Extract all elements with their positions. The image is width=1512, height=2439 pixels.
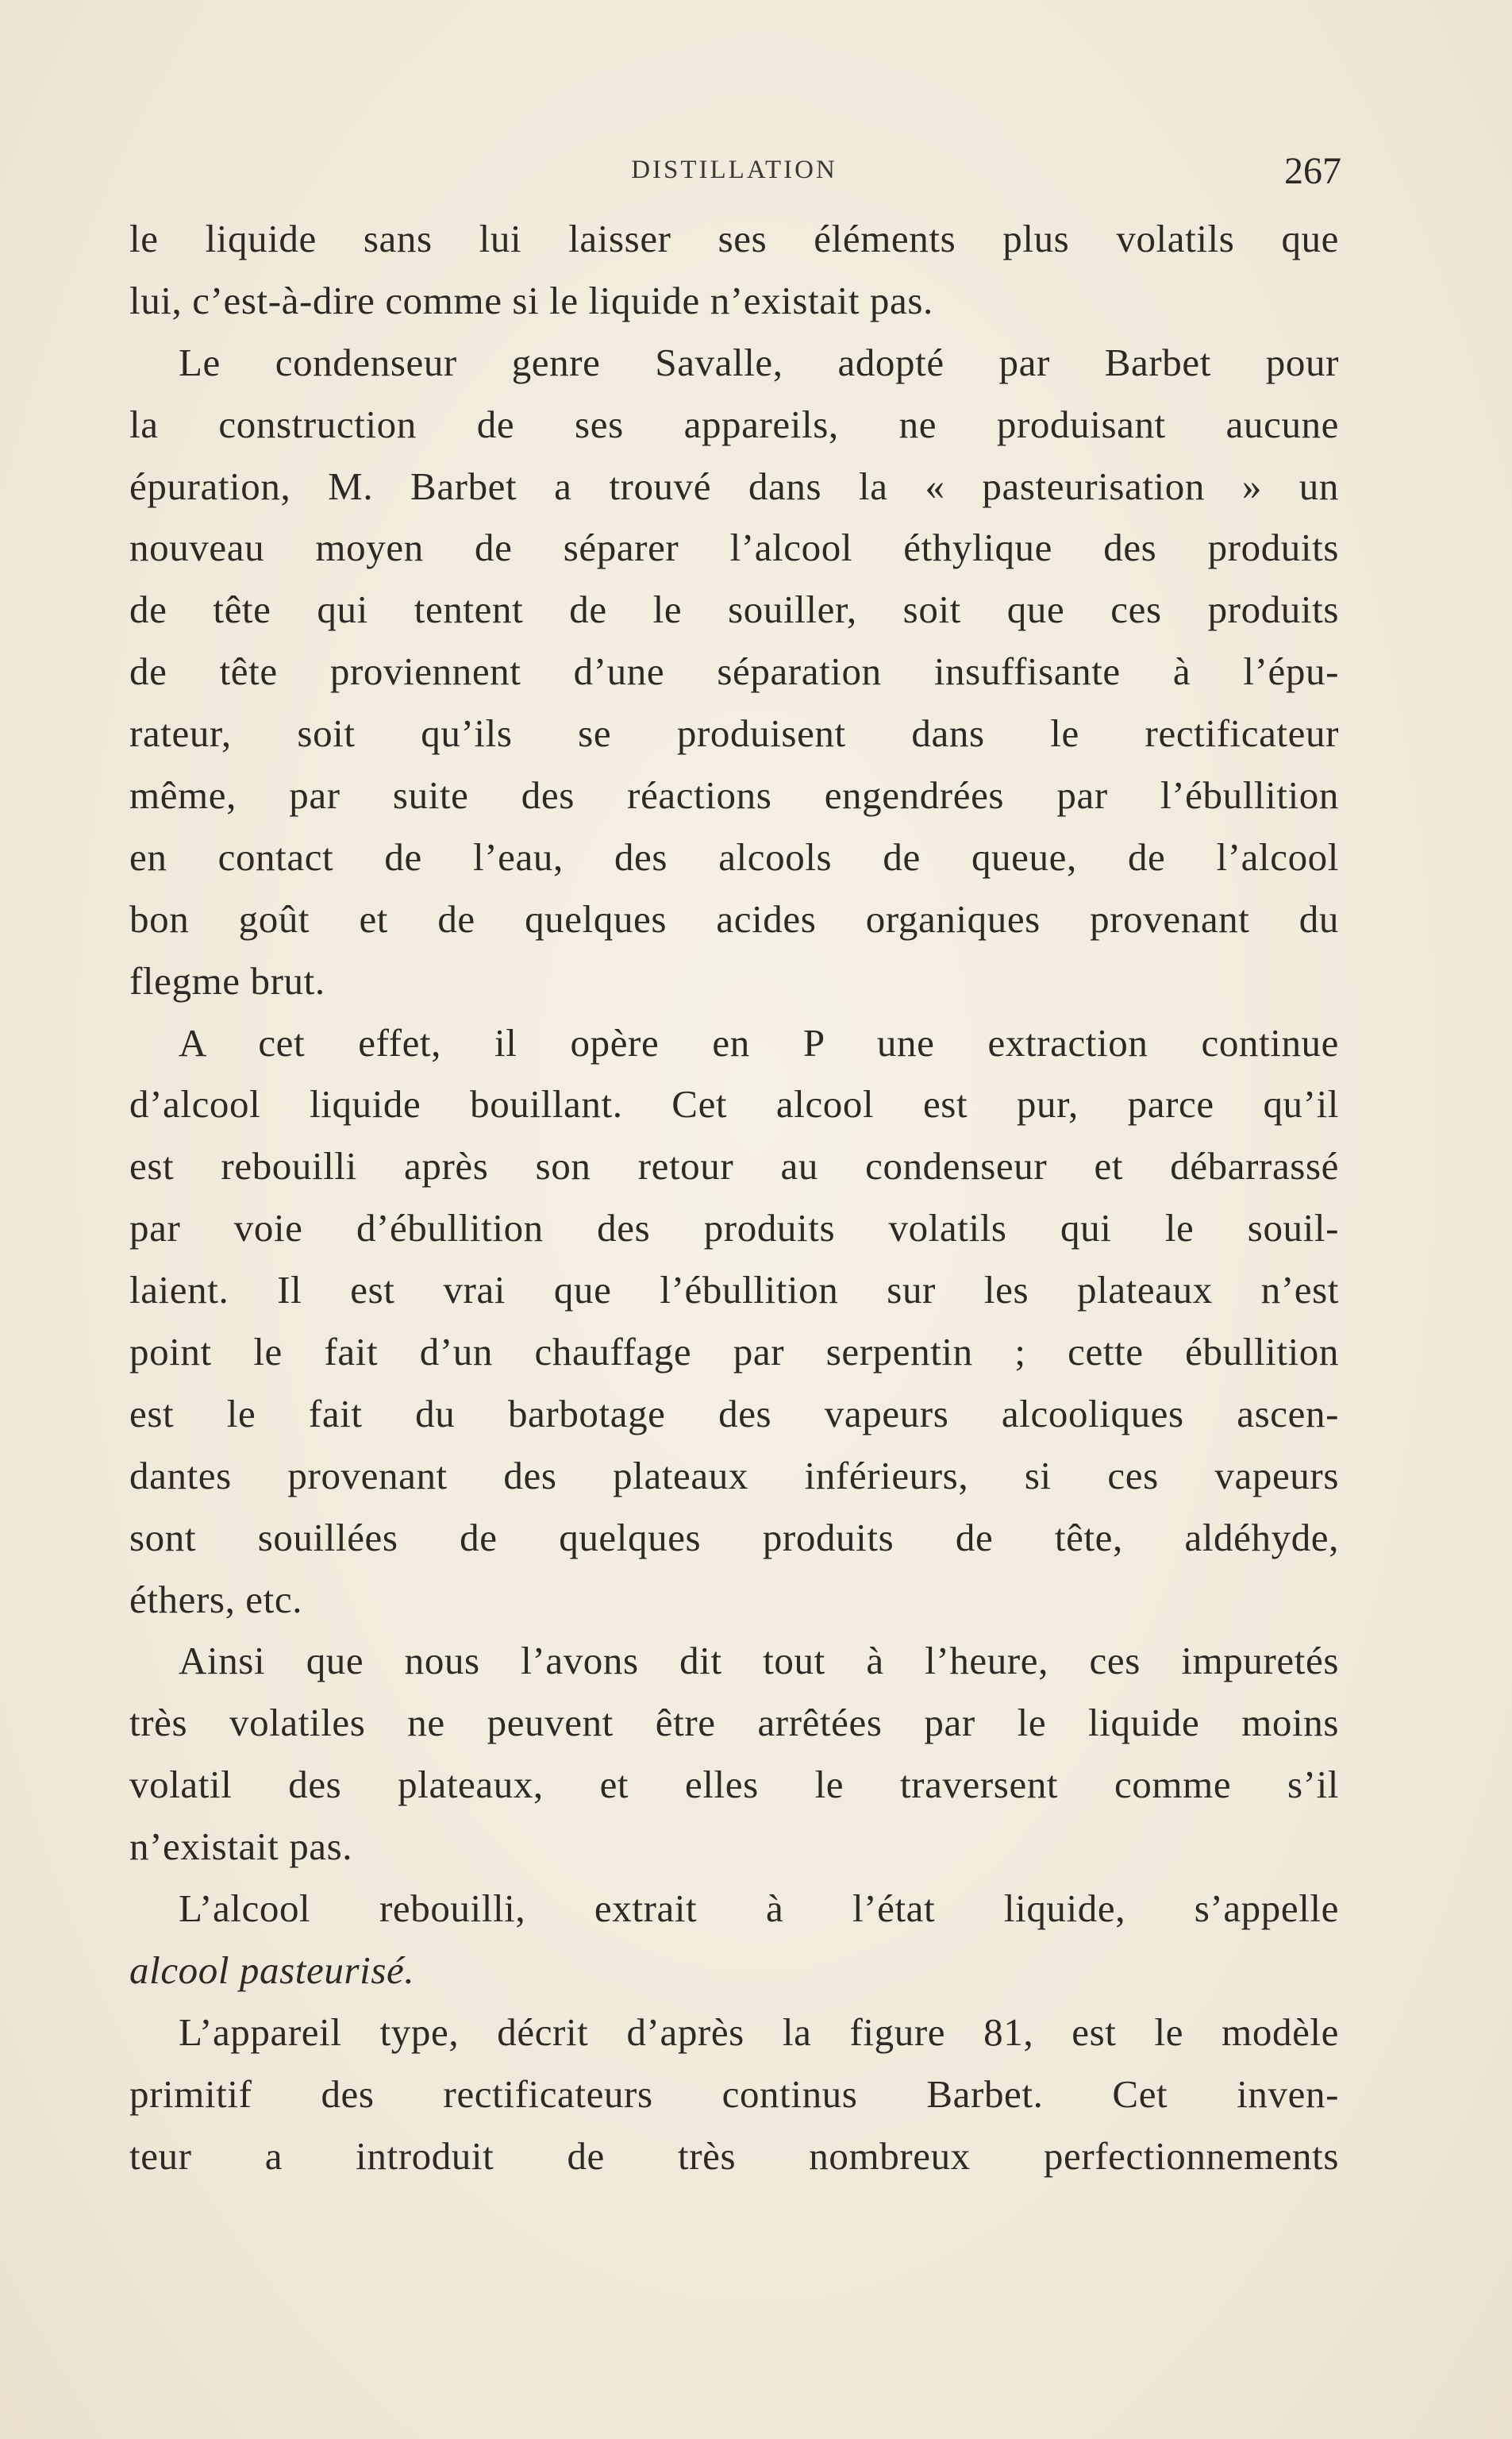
text-line: la construction de ses appareils, ne produisant aucune — [129, 402, 1339, 446]
text-line: nouveau moyen de séparer l’alcool éthylique des produits — [129, 526, 1339, 570]
text-line: volatil des plateaux, et elles le traversent comme s’il — [129, 1763, 1339, 1807]
text-line: de tête proviennent d’une séparation insuffisante à l’épu- — [129, 649, 1339, 694]
text-line: lui, c’est-à-dire comme si le liquide n’existait pas. — [129, 278, 933, 322]
text-line: n’existait pas. — [129, 1824, 353, 1869]
text-line: est le fait du barbotage des vapeurs alcooliques ascen- — [129, 1391, 1339, 1435]
page-header — [127, 149, 1341, 197]
text-line: de tête qui tentent de le souiller, soit que ces produits — [129, 588, 1339, 632]
text-line: par voie d’ébullition des produits volatils qui le souil- — [129, 1206, 1339, 1250]
text-line: A cet effet, il opère en P une extraction continue — [179, 1020, 1339, 1065]
text-line: bon goût et de quelques acides organiques provenant du — [129, 896, 1339, 941]
page-number: 267 — [1284, 150, 1341, 192]
text-line: Le condenseur genre Savalle, adopté par Barbet pour — [179, 340, 1339, 384]
text-line: point le fait d’un chauffage par serpentin ; cette ébullition — [129, 1330, 1339, 1374]
body-text — [129, 208, 1339, 2187]
text-line: teur a introduit de très nombreux perfectionnements — [129, 2133, 1339, 2178]
text-line-italic: alcool pasteurisé. — [129, 1948, 415, 1992]
text-line: primitif des rectificateurs continus Barbet. Cet inven- — [129, 2071, 1339, 2116]
text-line: L’alcool rebouilli, extrait à l’état liquide, s’appelle — [179, 1886, 1339, 1931]
text-line: en contact de l’eau, des alcools de queue, de l’alcool — [129, 834, 1339, 879]
text-line: le liquide sans lui laisser ses éléments plus volatils que — [129, 217, 1339, 260]
text-line: L’appareil type, décrit d’après la figure 81, est le modèle — [179, 2009, 1339, 2054]
text-line: est rebouilli après son retour au condenseur et débarrassé — [129, 1144, 1339, 1189]
text-line: d’alcool liquide bouillant. Cet alcool est pur, parce qu’il — [129, 1082, 1339, 1127]
text-line: épuration, M. Barbet a trouvé dans la « pasteurisation » un — [129, 464, 1339, 508]
text-line: rateur, soit qu’ils se produisent dans le rectificateur — [129, 711, 1339, 756]
text-line: même, par suite des réactions engendrées par l’ébullition — [129, 773, 1339, 818]
text-line: laient. Il est vrai que l’ébullition sur les plateaux n’est — [129, 1268, 1339, 1312]
running-title: DISTILLATION — [631, 156, 837, 184]
text-line: flegme brut. — [129, 958, 325, 1003]
text-line: sont souillées de quelques produits de tête, aldéhyde, — [129, 1515, 1339, 1559]
text-line: éthers, etc. — [129, 1577, 303, 1621]
text-line: Ainsi que nous l’avons dit tout à l’heure, ces impuretés — [179, 1639, 1339, 1683]
text-line: dantes provenant des plateaux inférieurs, si ces vapeurs — [129, 1453, 1339, 1497]
text-line: très volatiles ne peuvent être arrêtées par le liquide moins — [129, 1701, 1339, 1745]
